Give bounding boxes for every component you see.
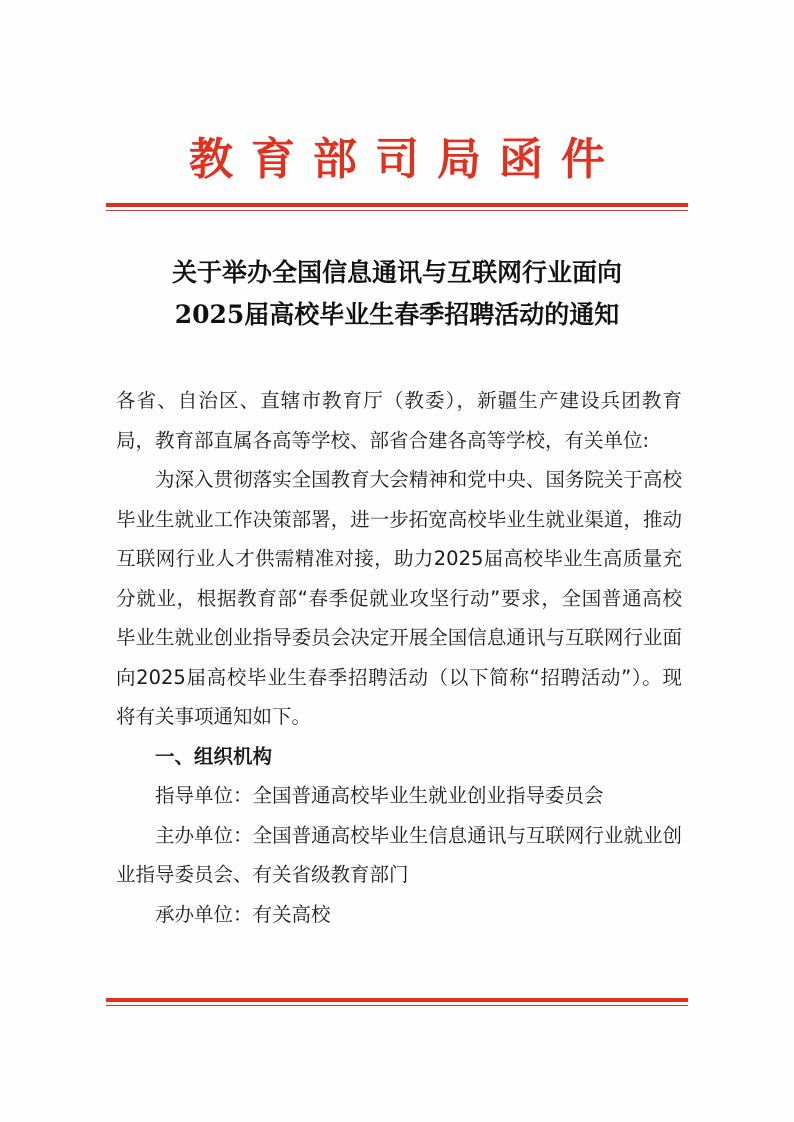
section-heading-organization: 一、组织机构 (155, 744, 273, 768)
title-line-1: 关于举办全国信息通讯与互联网行业面向 (171, 258, 622, 287)
document-body (116, 381, 682, 934)
host-unit: 主办单位：全国普通高校毕业生信息通讯与互联网行业就业创业指导委员会、有关省级教育部门 (116, 823, 682, 886)
letterhead-red-rule (106, 203, 688, 211)
salutation: 各省、自治区、直辖市教育厅（教委），新疆生产建设兵团教育局，教育部直属各高等学校、部省合建各高等学校，有关单位: (116, 389, 682, 452)
document-title (60, 252, 734, 336)
footer-red-rule (106, 998, 688, 1006)
organizer-unit: 承办单位：有关高校 (155, 902, 331, 926)
guide-unit: 指导单位：全国普通高校毕业生就业创业指导委员会 (155, 784, 604, 807)
letterhead-title: 教育部司局函件 (189, 134, 623, 185)
rule-thin-line (106, 210, 688, 211)
rule-thin-line (106, 1005, 688, 1006)
rule-thick-line (106, 998, 688, 1002)
rule-thick-line (106, 203, 688, 207)
title-line-2: 2025届高校毕业生春季招聘活动的通知 (174, 300, 620, 329)
paragraph-intro: 为深入贯彻落实全国教育大会精神和党中央、国务院关于高校毕业生就业工作决策部署，进一步拓宽高校毕业生就业渠道，推动互联网行业人才供需精准对接，助力2025届高校毕业生高质量充分就业，根据教育部“春季促就业攻坚行动”要求，全国普通高校毕业生就业创业指导委员会决定开展全国信息通讯与互联网行业面向2025届高校毕业生春季招聘活动（以下简称“招聘活动”）。现将有关事项通知如下。 (116, 468, 682, 728)
